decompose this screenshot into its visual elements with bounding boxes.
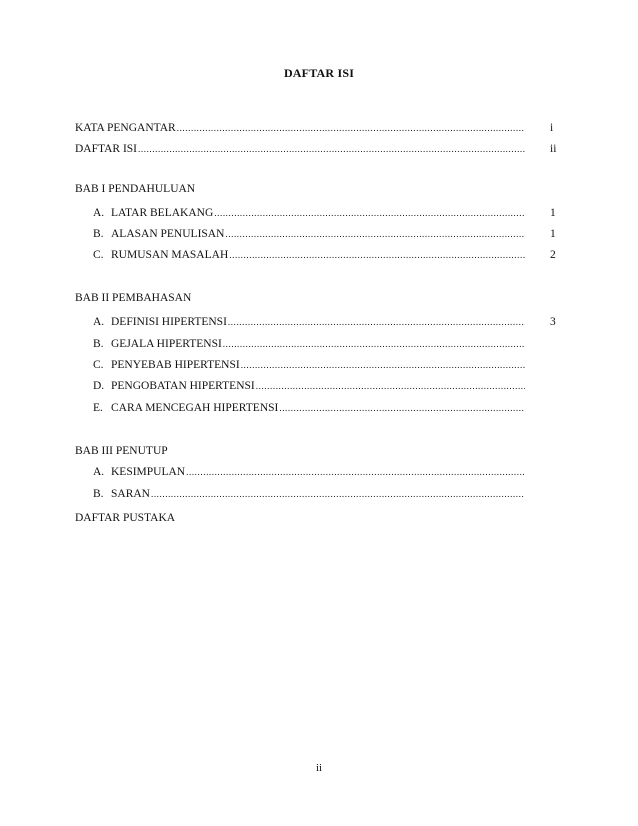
dot-leader [228,314,525,330]
toc-entry-label: D. PENGOBATAN HIPERTENSI [93,380,255,392]
dot-leader [186,464,525,480]
dot-leader [256,378,525,394]
toc-entry-alasan-penulisan [75,226,565,242]
toc-entry-label: B. SARAN [93,488,150,500]
toc-page-number: 1 [550,228,556,240]
dot-leader [241,357,525,373]
toc-entry-daftar-pustaka: DAFTAR PUSTAKA [75,512,176,524]
item-number: A. [93,316,105,328]
item-number: A. [93,207,105,219]
page-title: DAFTAR ISI [283,66,355,80]
chapter-heading-bab-3: BAB III PENUTUP [75,445,168,457]
toc-entry-label: C. RUMUSAN MASALAH [93,249,229,261]
toc-entry-label: A. LATAR BELAKANG [93,207,214,219]
item-number: A. [93,466,105,478]
item-number: C. [93,359,104,371]
toc-entry-definisi-hipertensi [75,314,565,330]
toc-entry-label: KATA PENGANTAR [75,122,176,134]
toc-entry-latar-belakang [75,205,565,221]
dot-leader [225,226,525,242]
dot-leader [214,205,525,221]
toc-page-number: ii [550,143,557,155]
item-number: B. [93,338,104,350]
toc-entry-saran [75,486,565,502]
toc-entry-label: DAFTAR ISI [75,143,138,155]
dot-leader [151,486,525,502]
item-number: C. [93,249,104,261]
dot-leader [138,141,525,157]
toc-entry-label: A. DEFINISI HIPERTENSI [93,316,227,328]
toc-entry-kata-pengantar [75,120,565,136]
toc-entry-rumusan-masalah [75,247,565,263]
item-number: B. [93,488,104,500]
dot-leader [223,336,525,352]
toc-entry-daftar-isi [75,141,565,157]
toc-entry-pengobatan-hipertensi [75,378,565,394]
toc-entry-label: A. KESIMPULAN [93,466,186,478]
dot-leader [279,400,525,416]
item-number: E. [93,402,103,414]
toc-entry-gejala-hipertensi [75,336,565,352]
toc-entry-kesimpulan [75,464,565,480]
dot-leader [177,120,525,136]
chapter-heading-bab-2: BAB II PEMBAHASAN [75,292,192,304]
toc-page-number: 2 [550,249,556,261]
chapter-heading-bab-1: BAB I PENDAHULUAN [75,183,196,195]
item-number: D. [93,380,105,392]
toc-entry-penyebab-hipertensi [75,357,565,373]
footer-page-number: ii [315,762,323,774]
dot-leader [229,247,525,263]
toc-entry-label: E. CARA MENCEGAH HIPERTENSI [93,402,279,414]
toc-page-number: 1 [550,207,556,219]
item-number: B. [93,228,104,240]
toc-entry-cara-mencegah-hipertensi [75,400,565,416]
toc-entry-label: C. PENYEBAB HIPERTENSI [93,359,240,371]
toc-entry-label: B. ALASAN PENULISAN [93,228,225,240]
toc-page-number: 3 [550,316,556,328]
toc-entry-label: B. GEJALA HIPERTENSI [93,338,222,350]
toc-page-number: i [550,122,554,134]
